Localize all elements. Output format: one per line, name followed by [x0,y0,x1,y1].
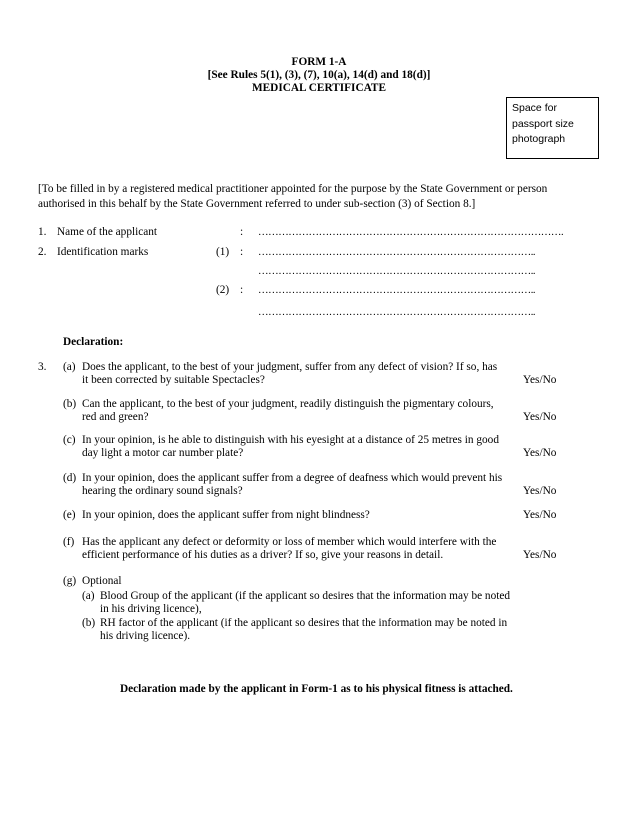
question-letter: (a) [63,361,76,373]
identification-mark-1-field-line-2[interactable]: ……………………………………………………………………….. [258,266,536,277]
yes-no-answer-f[interactable]: Yes/No [523,549,557,561]
question-b-line-1: Can the applicant, to the best of your judgment, readily distinguish the pigmentary colours, [82,398,494,410]
question-d-line-1: In your opinion, does the applicant suffer from a degree of deafness which would prevent his [82,472,503,484]
mark-number: (1) [216,246,230,258]
instruction-line-2: authorised in this behalf by the State Government referred to under sub-section (3) of Section 8.] [38,198,476,210]
name-label: Name of the applicant [57,226,158,238]
rh-factor-line-1: RH factor of the applicant (if the applicant so desires that the information may be noted in [100,617,508,629]
blood-group-line-2: in his driving licence), [100,603,202,615]
yes-no-answer-a[interactable]: Yes/No [523,374,557,386]
question-c-line-2: day light a motor car number plate? [82,447,244,459]
identification-mark-2-field[interactable]: ……………………………………………………………………….. [258,285,536,296]
question-letter: (f) [63,536,75,548]
question-c-line-1: In your opinion, is he able to distinguish with his eyesight at a distance of 25 metres in good [82,434,499,446]
declaration-heading: Declaration: [63,336,124,348]
sub-item-letter: (a) [82,590,95,602]
identification-marks-label: Identification marks [57,246,149,258]
rules-reference: [See Rules 5(1), (3), (7), 10(a), 14(d) and 18(d)] [207,69,431,81]
yes-no-answer-c[interactable]: Yes/No [523,447,557,459]
colon: : [240,284,244,296]
sub-item-letter: (b) [82,617,96,629]
colon: : [240,246,244,258]
question-d-line-2: hearing the ordinary sound signals? [82,485,243,497]
question-letter: (d) [63,472,77,484]
question-e-line-1: In your opinion, does the applicant suffer from night blindness? [82,509,370,521]
yes-no-answer-b[interactable]: Yes/No [523,411,557,423]
question-letter: (e) [63,509,76,521]
blood-group-line-1: Blood Group of the applicant (if the applicant so desires that the information may be noted [100,590,511,602]
mark-number: (2) [216,284,230,296]
question-letter: (c) [63,434,76,446]
page-title: MEDICAL CERTIFICATE [251,82,387,94]
item-number: 1. [38,226,47,238]
instruction-line-1: [To be filled in by a registered medical practitioner appointed for the purpose by the State Government or person [38,183,548,195]
item-number: 3. [38,361,47,373]
yes-no-answer-e[interactable]: Yes/No [523,509,557,521]
question-letter: (g) [63,575,77,587]
rh-factor-line-2: his driving licence). [100,630,191,642]
colon: : [240,226,244,238]
question-f-line-2: efficient performance of his duties as a driver? If so, give your reasons in detail. [82,549,444,561]
yes-no-answer-d[interactable]: Yes/No [523,485,557,497]
name-of-applicant-field[interactable]: ………………………………………………………………………………. [258,227,564,238]
passport-photo-box: Space for passport size photograph [506,97,599,159]
question-a-line-1: Does the applicant, to the best of your judgment, suffer from any defect of vision? If so, has [82,361,498,373]
footer-note: Declaration made by the applicant in Form-1 as to his physical fitness is attached. [120,683,513,695]
identification-mark-1-field[interactable]: ……………………………………………………………………….. [258,247,536,258]
item-number: 2. [38,246,47,258]
optional-label: Optional [82,575,122,587]
question-b-line-2: red and green? [82,411,149,423]
identification-mark-2-field-line-2[interactable]: ……………………………………………………………………….. [258,307,536,318]
question-a-line-2: it been corrected by suitable Spectacles? [82,374,265,386]
question-f-line-1: Has the applicant any defect or deformity or loss of member which would interfere with the [82,536,497,548]
question-letter: (b) [63,398,77,410]
form-number: FORM 1-A [291,56,347,68]
